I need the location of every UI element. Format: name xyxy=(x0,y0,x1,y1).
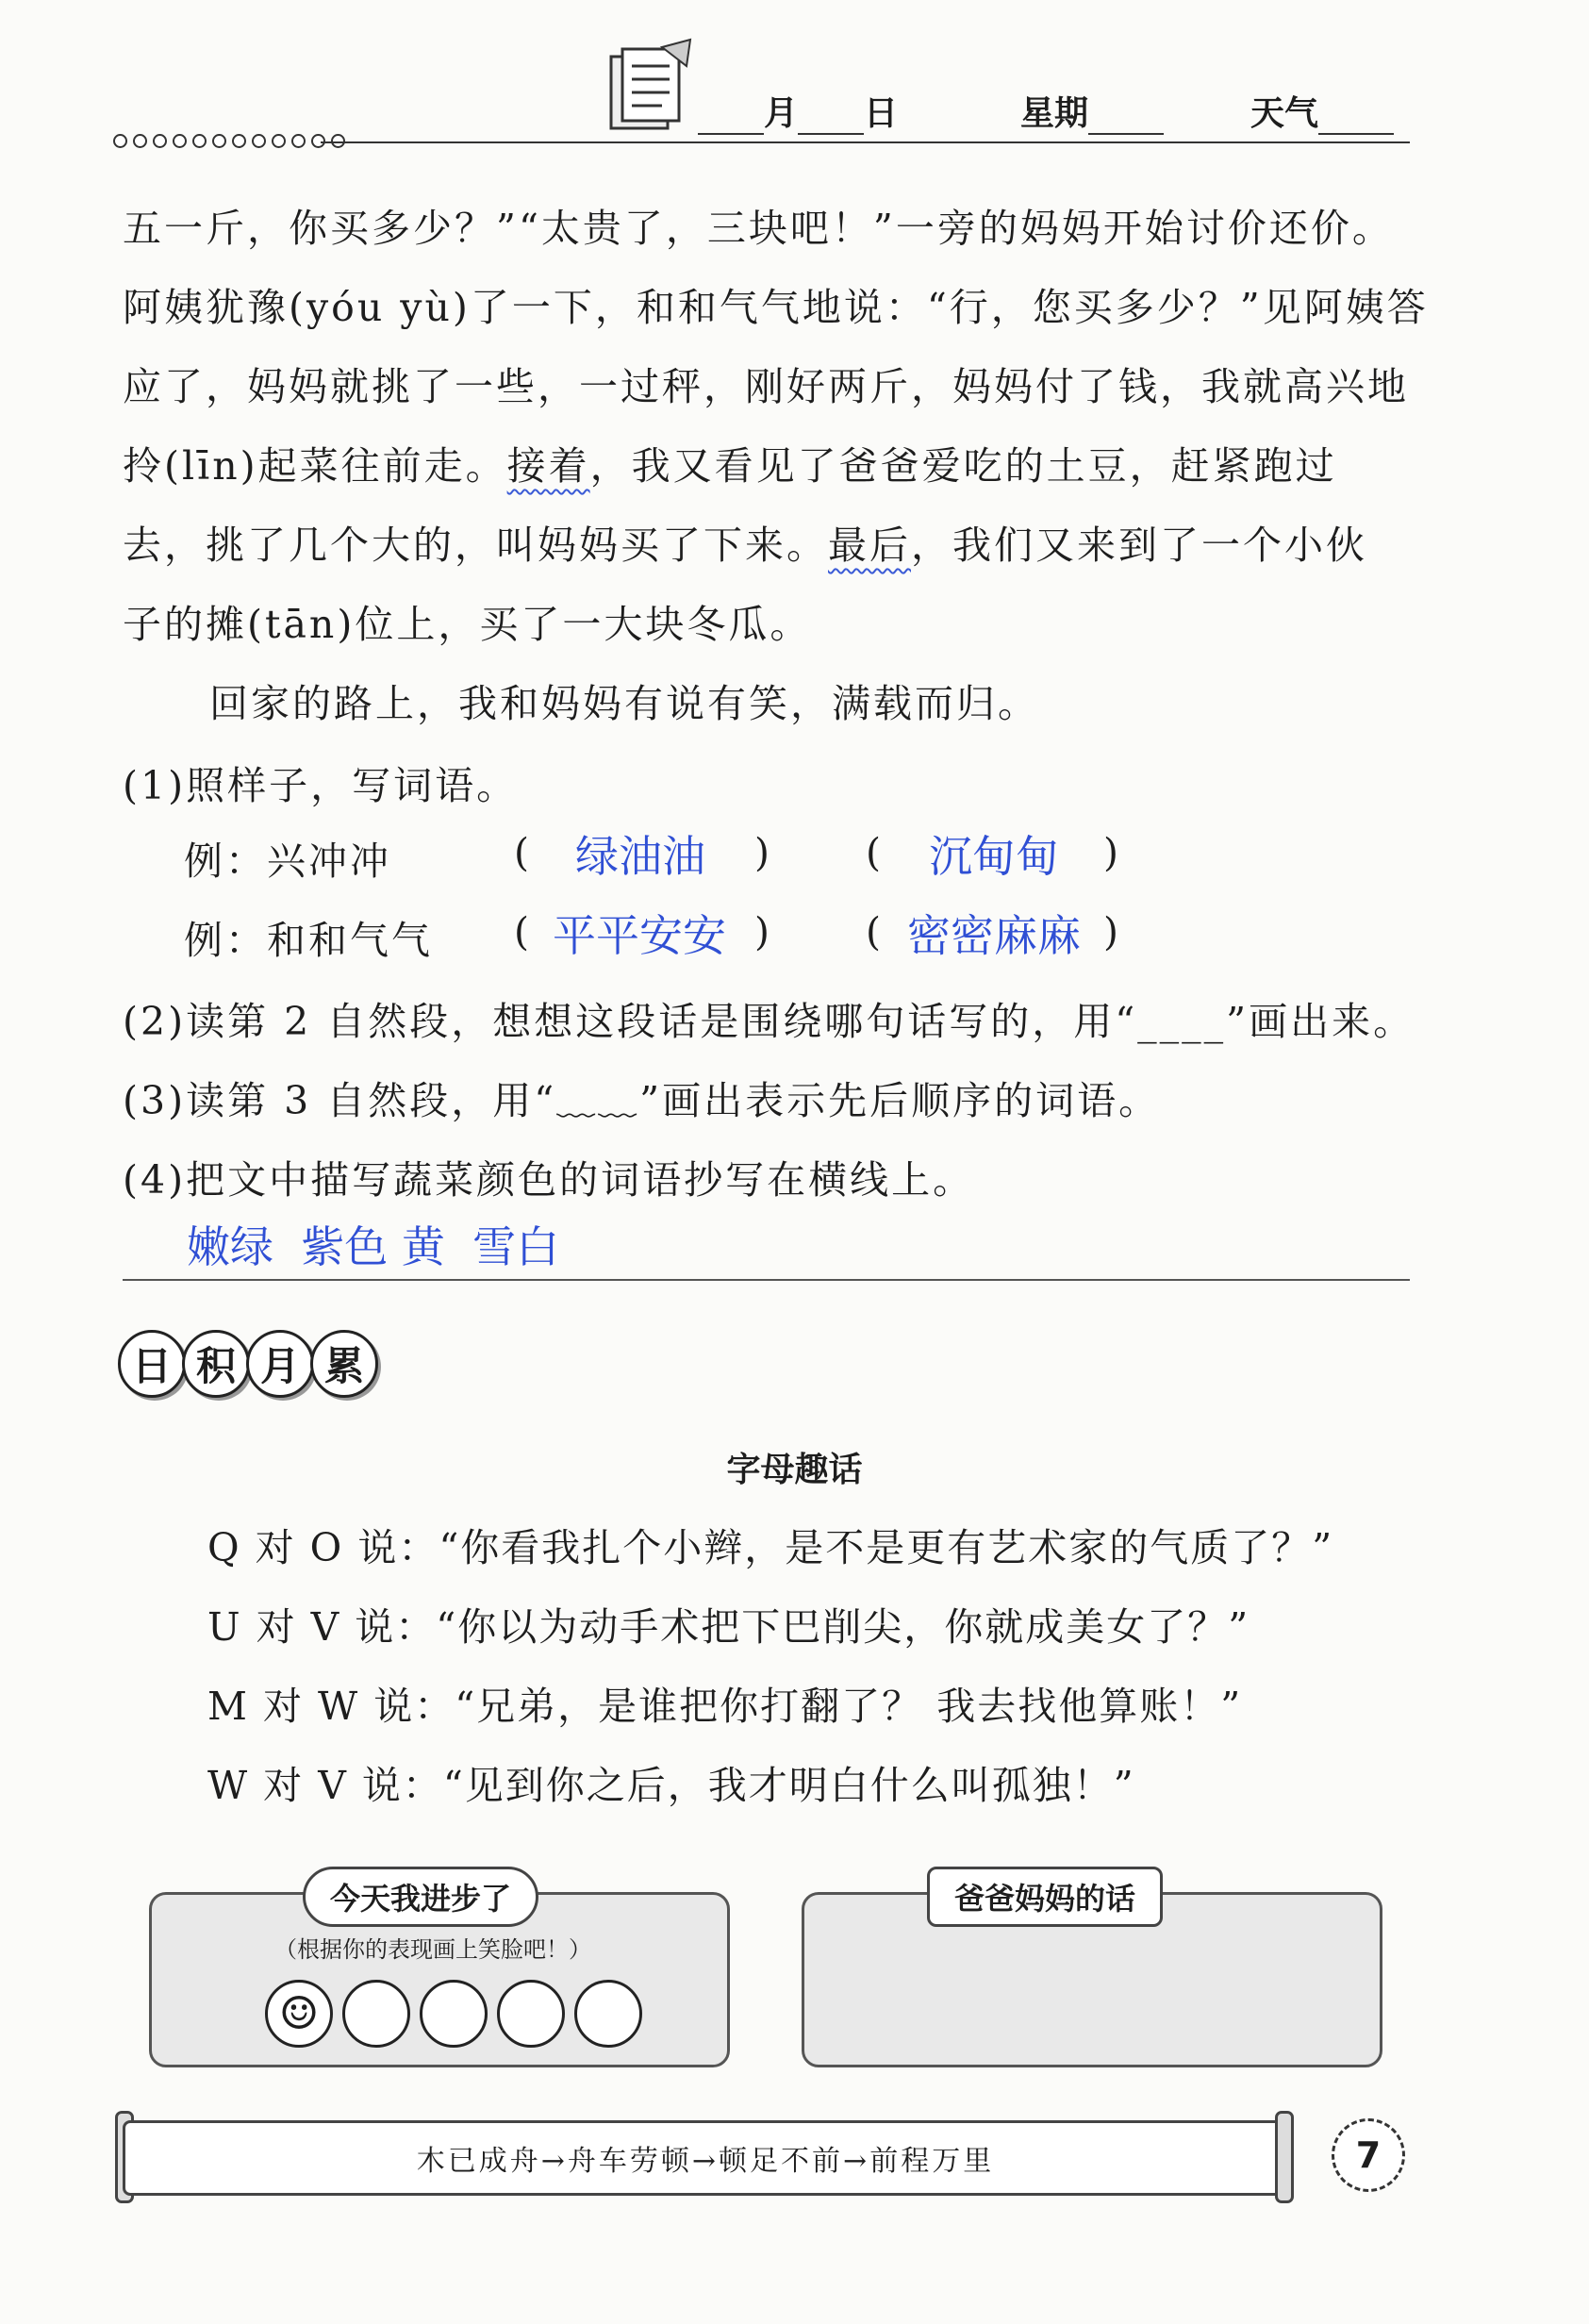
smiley-face-icon[interactable]: ☺ xyxy=(265,1980,333,2048)
weekday-label: 星期 xyxy=(1020,94,1089,133)
passage-line: 去，挑了几个大的，叫妈妈买了下来。最后，我们又来到了一个小伙 xyxy=(123,523,1367,568)
weekday-line xyxy=(1020,87,1164,135)
section-badge xyxy=(118,1330,374,1398)
parents-box-title: 爸爸妈妈的话 xyxy=(927,1867,1163,1927)
progress-box-subtitle: （根据你的表现画上笑脸吧！） xyxy=(274,1936,591,1963)
question-1: (1)照样子，写词语。 xyxy=(123,763,519,808)
date-line xyxy=(698,87,898,135)
joke-line: U 对 V 说：“你以为动手术把下巴削尖，你就成美女了？” xyxy=(207,1604,1250,1650)
month-label: 月 xyxy=(764,94,799,133)
empty-circle-icon[interactable] xyxy=(497,1980,565,2048)
passage-line: 应了，妈妈就挑了一些，一过秤，刚好两斤，妈妈付了钱，我就高兴地 xyxy=(123,364,1409,409)
wavy-underlined-word: 最后 xyxy=(828,523,911,568)
passage-line: 五一斤，你买多少？”“太贵了，三块吧！”一旁的妈妈开始讨价还价。 xyxy=(123,206,1394,251)
question-2: (2)读第 2 自然段，想想这段话是围绕哪句话写的，用“____”画出来。 xyxy=(123,999,1415,1044)
weather-line xyxy=(1250,87,1394,135)
answer-field[interactable]: 嫩绿 紫色 黄 雪白 xyxy=(187,1221,560,1272)
joke-line: M 对 W 说：“兄弟，是谁把你打翻了？ 我去找他算账！” xyxy=(207,1684,1243,1729)
question-4: (4)把文中描写蔬菜颜色的词语抄写在横线上。 xyxy=(123,1157,975,1203)
joke-line: Q 对 O 说：“你看我扎个小辫，是不是更有艺术家的气质了？” xyxy=(207,1525,1334,1570)
smiley-row xyxy=(265,1980,642,2048)
badge-char: 积 xyxy=(182,1330,250,1398)
example-2-label: 例：和和气气 xyxy=(184,918,433,963)
scroll-right-roll xyxy=(1275,2111,1294,2203)
progress-box xyxy=(149,1881,730,2067)
header-dots xyxy=(113,134,345,148)
joke-line: W 对 V 说：“见到你之后，我才明白什么叫孤独！” xyxy=(207,1763,1135,1808)
weather-label: 天气 xyxy=(1250,94,1319,133)
passage-line: 拎(līn)起菜往前走。接着，我又看见了爸爸爱吃的土豆，赶紧跑过 xyxy=(123,443,1337,489)
empty-circle-icon[interactable] xyxy=(342,1980,410,2048)
idiom-chain-banner: 木已成舟→舟车劳顿→顿足不前→前程万里 xyxy=(123,2120,1288,2196)
page-number: 7 xyxy=(1332,2118,1405,2192)
progress-box-title: 今天我进步了 xyxy=(303,1867,538,1927)
answer-field[interactable]: 密密麻麻 xyxy=(907,910,1081,961)
header-divider xyxy=(321,141,1410,143)
answer-field[interactable]: 平平安安 xyxy=(553,910,726,961)
answer-field[interactable]: 绿油油 xyxy=(575,831,705,882)
answer-line xyxy=(123,1279,1410,1281)
passage-line: 阿姨犹豫(yóu yù)了一下，和和气气地说：“行，您买多少？”见阿姨答 xyxy=(123,285,1429,330)
badge-char: 月 xyxy=(246,1330,314,1398)
section-title: 字母趣话 xyxy=(726,1451,863,1489)
empty-circle-icon[interactable] xyxy=(420,1980,488,2048)
passage-line: 子的摊(tān)位上，买了一大块冬瓜。 xyxy=(123,602,812,647)
empty-circle-icon[interactable] xyxy=(574,1980,642,2048)
answer-field[interactable]: 沉甸甸 xyxy=(929,831,1059,882)
book-icon xyxy=(604,38,694,136)
badge-char: 累 xyxy=(310,1330,378,1398)
parents-comment-box[interactable] xyxy=(802,1881,1382,2067)
passage-line: 回家的路上，我和妈妈有说有笑，满载而归。 xyxy=(209,681,1039,726)
question-3: (3)读第 3 自然段，用“﹏﹏”画出表示先后顺序的词语。 xyxy=(123,1078,1161,1123)
wavy-underlined-word: 接着 xyxy=(506,443,590,489)
example-1-label: 例：兴冲冲 xyxy=(184,838,391,884)
badge-char: 日 xyxy=(118,1330,186,1398)
day-label: 日 xyxy=(864,94,899,133)
